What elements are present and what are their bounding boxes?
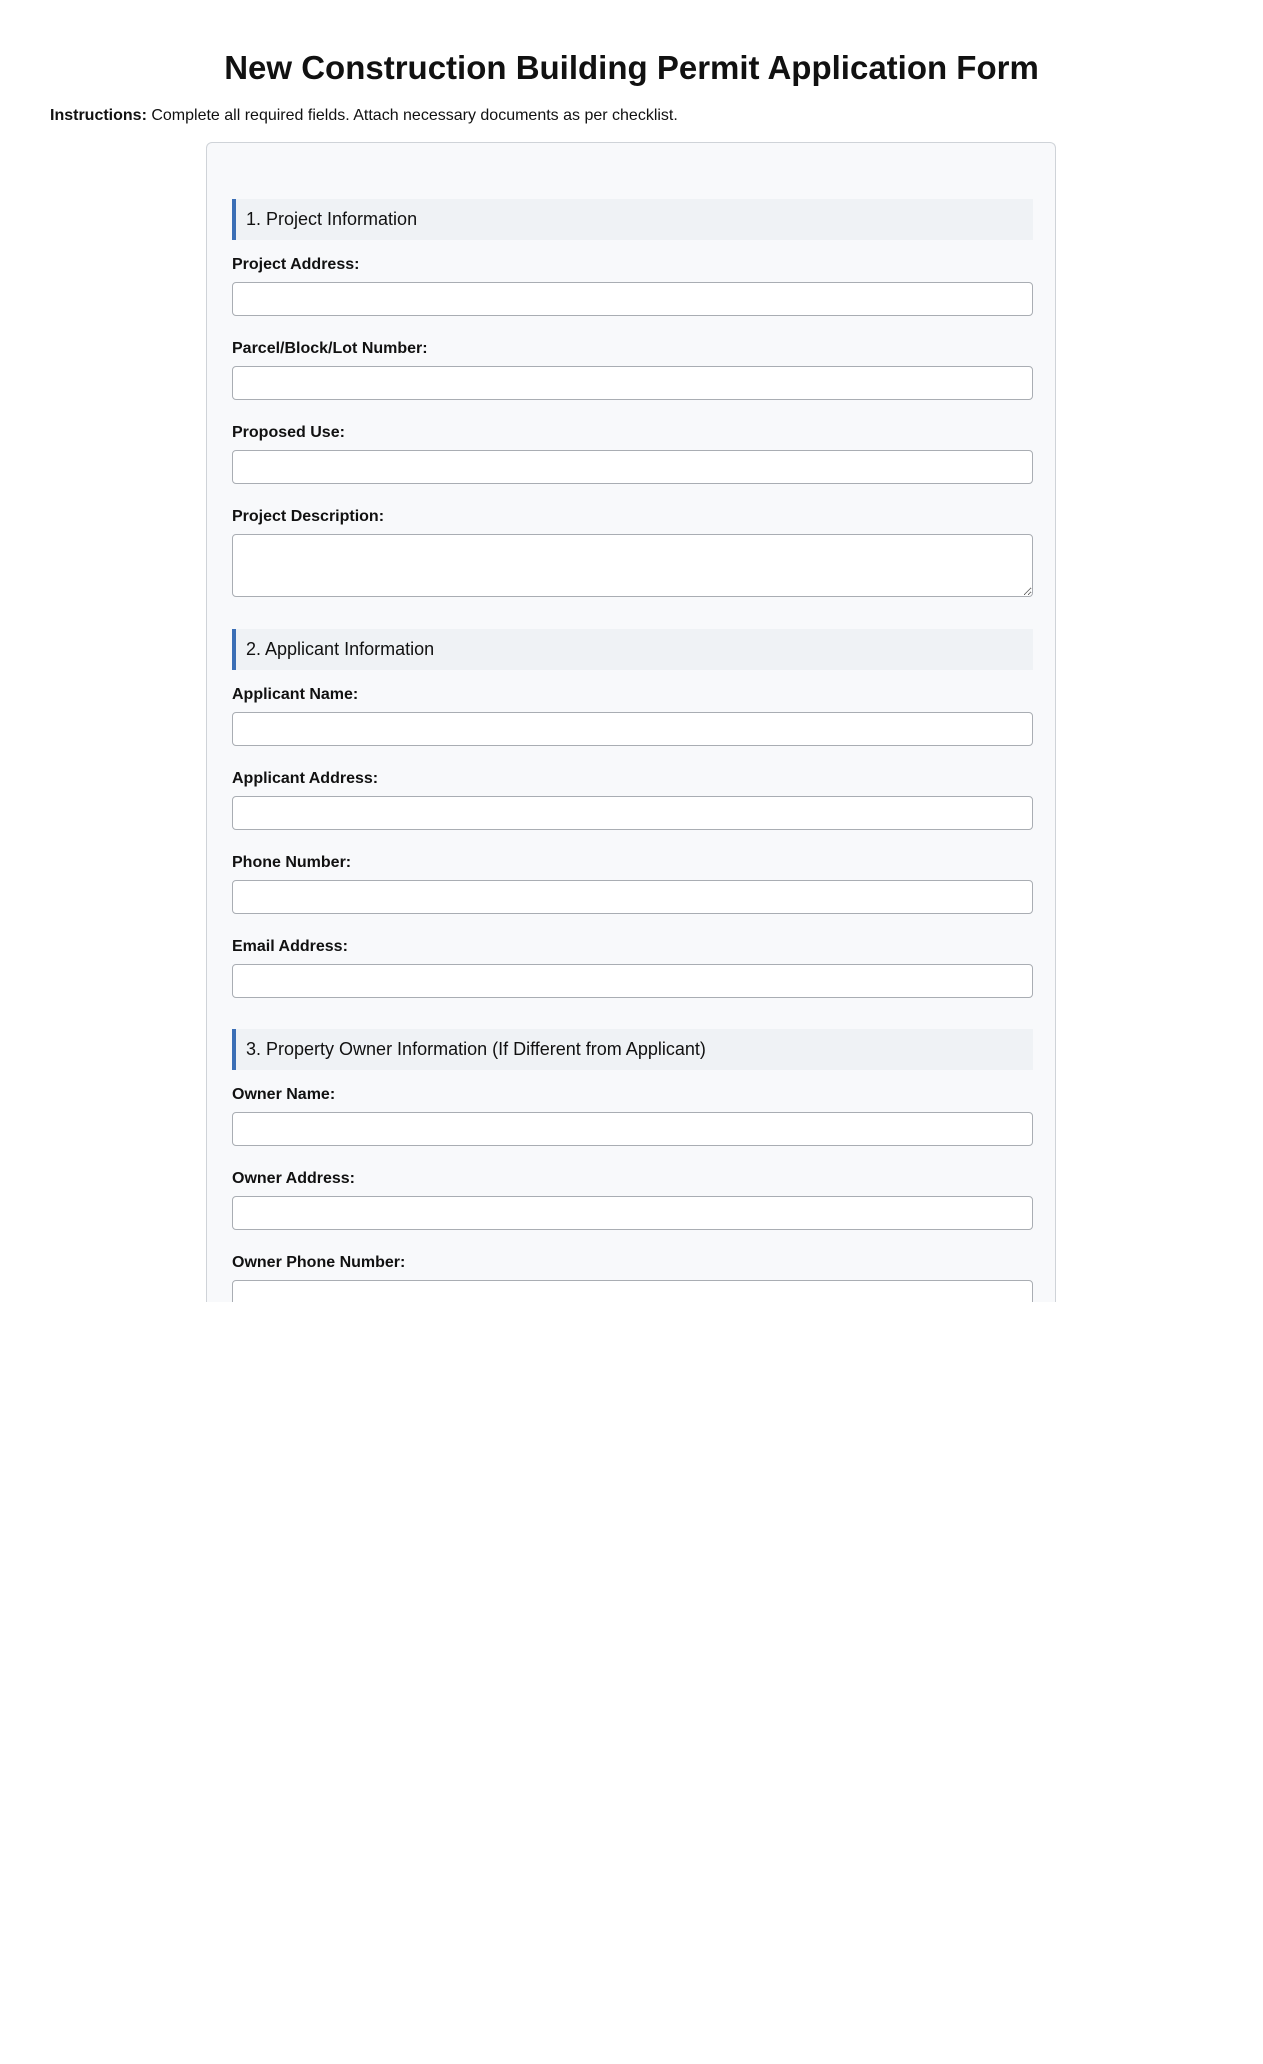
- section-applicant-information: [232, 629, 1033, 998]
- field-project-description: [232, 508, 1033, 597]
- applicant-name-input[interactable]: [232, 712, 1033, 746]
- field-owner-name: [232, 1086, 1033, 1146]
- field-owner-phone-number: [232, 1254, 1033, 1302]
- applicant-address-input[interactable]: [232, 796, 1033, 830]
- field-project-address: [232, 256, 1033, 316]
- owner-phone-number-input[interactable]: [232, 1280, 1033, 1302]
- field-label: Applicant Name:: [232, 686, 359, 703]
- field-applicant-address: [232, 770, 1033, 830]
- owner-name-input[interactable]: [232, 1112, 1033, 1146]
- phone-number-input[interactable]: [232, 880, 1033, 914]
- section-owner-information: [232, 1029, 1033, 1302]
- field-label: Owner Address:: [232, 1170, 355, 1187]
- section-heading: 3. Property Owner Information (If Different from Applicant): [232, 1029, 1033, 1070]
- field-label: Owner Phone Number:: [232, 1254, 406, 1271]
- permit-application-form: [206, 142, 1056, 1302]
- field-parcel-number: [232, 340, 1033, 400]
- field-label: Phone Number:: [232, 854, 352, 871]
- field-proposed-use: [232, 424, 1033, 484]
- field-label: Project Description:: [232, 508, 385, 525]
- section-project-information: [232, 199, 1033, 597]
- field-label: Email Address:: [232, 938, 348, 955]
- field-applicant-name: [232, 686, 1033, 746]
- field-label: Proposed Use:: [232, 424, 345, 441]
- field-label: Project Address:: [232, 256, 360, 273]
- field-label: Parcel/Block/Lot Number:: [232, 340, 428, 357]
- instructions-text: Complete all required fields. Attach necessary documents as per checklist.: [151, 107, 678, 124]
- instructions-label: Instructions:: [50, 107, 147, 124]
- field-label: Owner Name:: [232, 1086, 336, 1103]
- section-heading: 2. Applicant Information: [232, 629, 1033, 670]
- field-label: Applicant Address:: [232, 770, 379, 787]
- email-address-input[interactable]: [232, 964, 1033, 998]
- proposed-use-input[interactable]: [232, 450, 1033, 484]
- field-owner-address: [232, 1170, 1033, 1230]
- project-description-textarea[interactable]: [232, 534, 1033, 597]
- page-title: New Construction Building Permit Application Form: [224, 49, 1039, 86]
- owner-address-input[interactable]: [232, 1196, 1033, 1230]
- parcel-number-input[interactable]: [232, 366, 1033, 400]
- field-email-address: [232, 938, 1033, 998]
- instructions: [50, 106, 678, 126]
- field-phone-number: [232, 854, 1033, 914]
- section-heading: 1. Project Information: [232, 199, 1033, 240]
- project-address-input[interactable]: [232, 282, 1033, 316]
